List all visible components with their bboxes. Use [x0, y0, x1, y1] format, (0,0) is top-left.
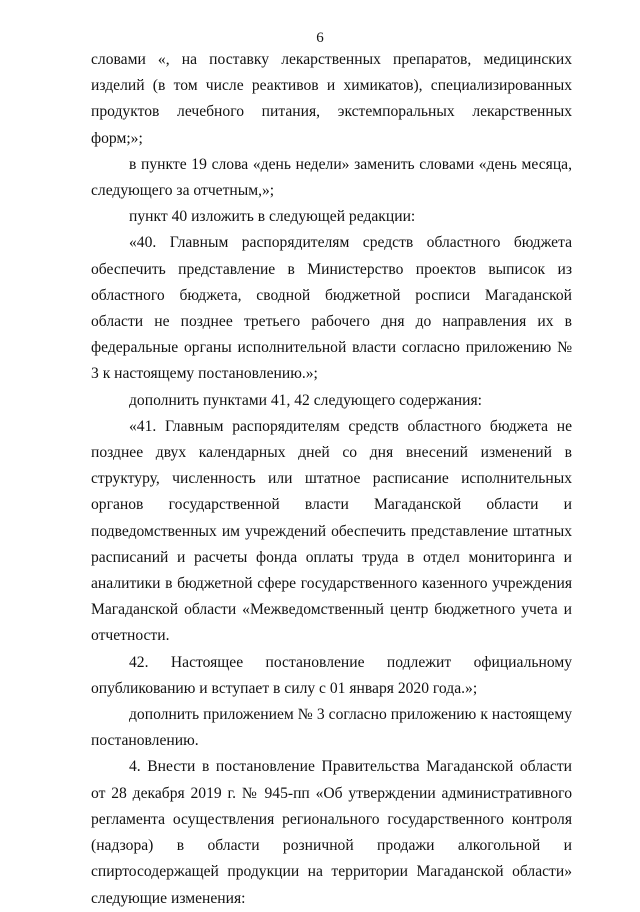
paragraph-point-40-intro: пункт 40 изложить в следующей редакции: — [129, 208, 416, 226]
document-body — [91, 47, 572, 912]
paragraph-point-41-text: «41. Главным распорядителям средств областного бюджета не позднее двух календарных дней со дня внесений изменений в структуру, численность или штатное расписание исполнительных органов государственной власти Магаданской области и подведомственных им учреждений обеспечить представление штатных расписаний и расчеты фонда оплаты труда в отдел мониторинга и аналитики в бюджетной сфере государственного казенного учреждения Магаданской области «Межведомственный центр бюджетного учета и отчетности. — [91, 417, 572, 645]
paragraph-item-4: 4. Внести в постановление Правительства Магаданской области от 28 декабря 2019 г. № 945-пп «Об утверждении административного регламента осуществления регионального государственного контроля (надзора) в области розничной продажи алкогольной и спиртосодержащей продукции на территории Магаданской области» следующие изменения: — [91, 758, 572, 907]
paragraph-point-42-text: 42. Настоящее постановление подлежит официальному опубликованию и вступает в силу с 01 января 2020 года.»; — [91, 653, 572, 697]
paragraph-point-19: в пункте 19 слова «день недели» заменить словами «день месяца, следующего за отчетным,»; — [91, 155, 572, 200]
paragraph-continuation: словами «, на поставку лекарственных препаратов, медицинских изделий (в том числе реактивов и химикатов), специализированных продуктов лечебного питания, экстемпоральных лекарственных форм;»; — [91, 51, 572, 147]
paragraph-appendix-3: дополнить приложением № 3 согласно приложению к настоящему постановлению. — [91, 706, 572, 750]
paragraph-point-40-text: «40. Главным распорядителям средств областного бюджета обеспечить представление в Министерство проектов выписок из областного бюджета, сводной бюджетной росписи Магаданской области не позднее третьего рабочего дня до направления их в федеральные органы исполнительной власти согласно приложению № 3 к настоящему постановлению.»; — [91, 234, 572, 383]
paragraph-points-41-42-intro: дополнить пунктами 41, 42 следующего содержания: — [129, 391, 482, 409]
page-number: 6 — [316, 30, 324, 46]
